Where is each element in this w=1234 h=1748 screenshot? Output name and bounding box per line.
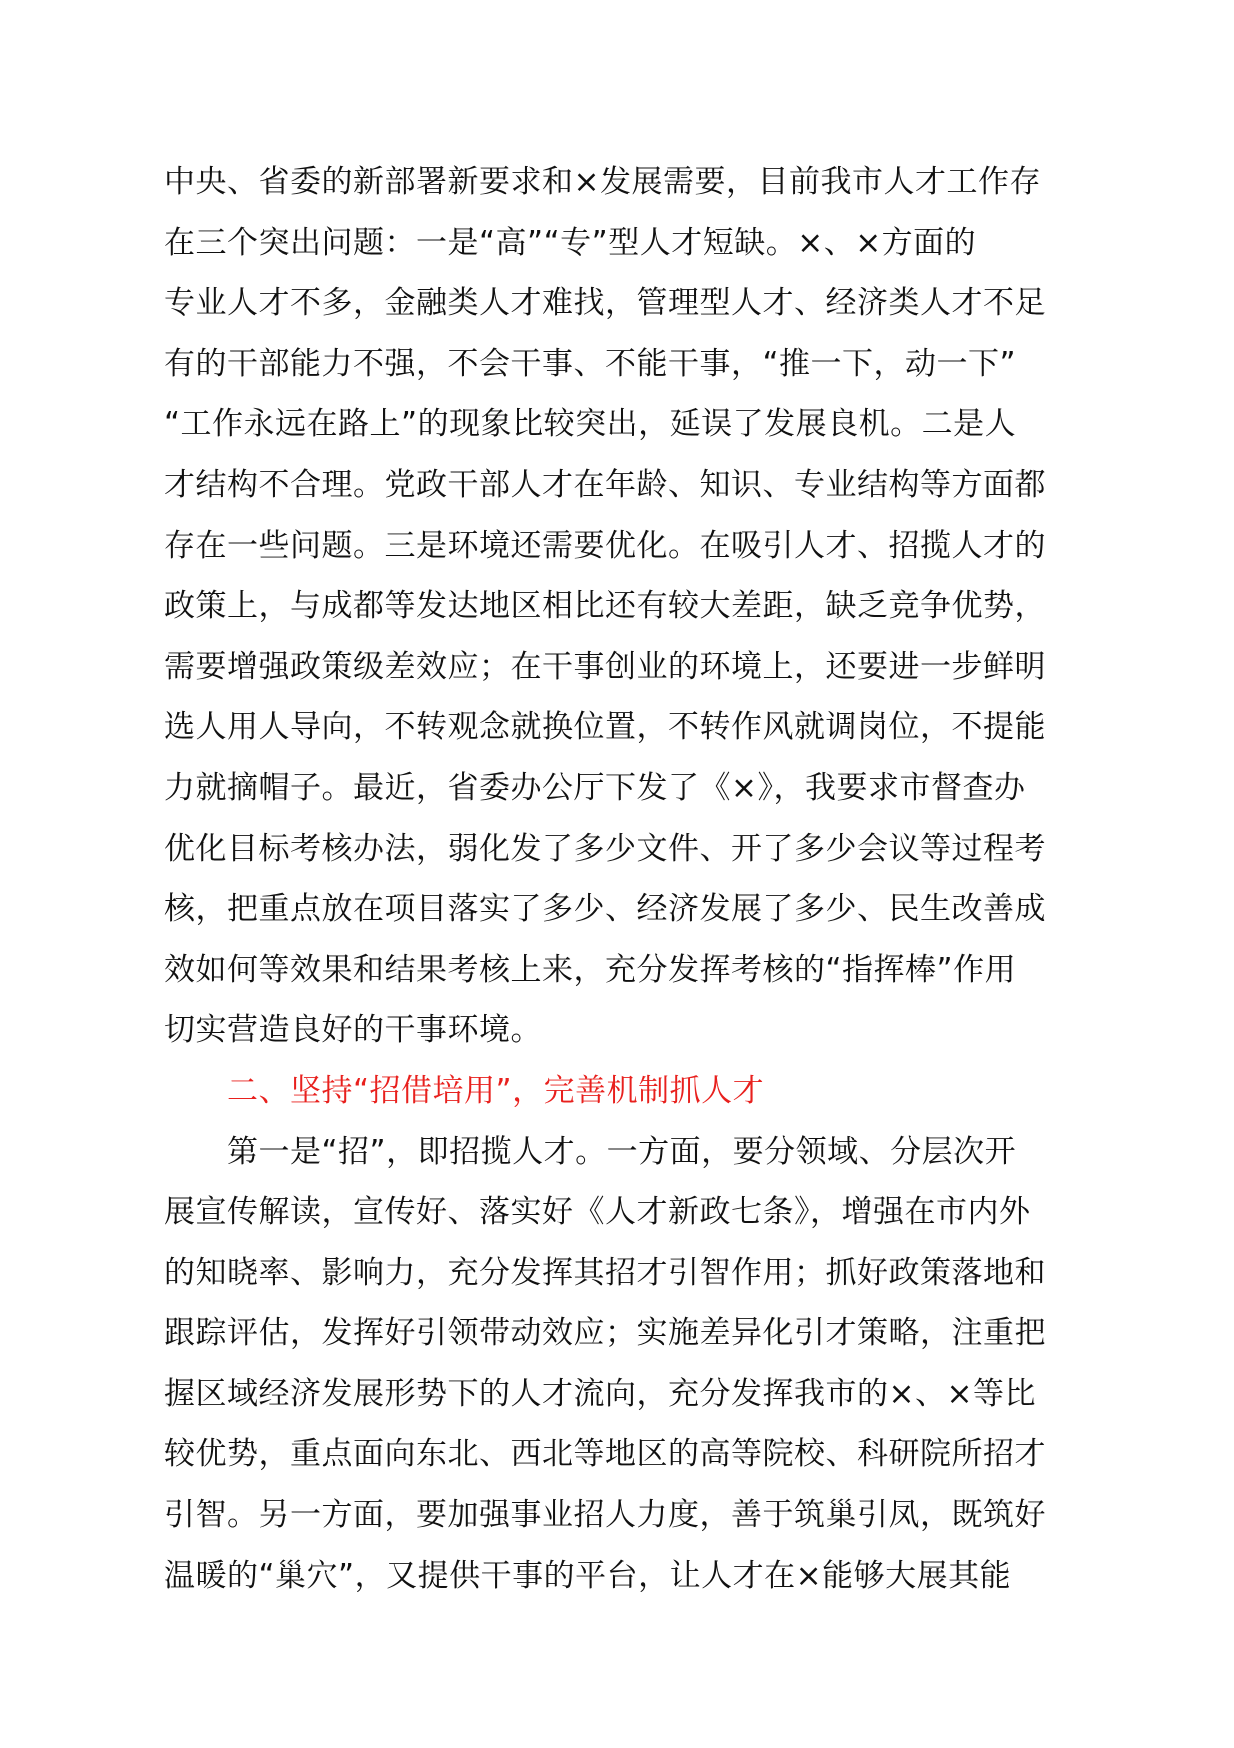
- paragraph-line: 中央、省委的新部署新要求和×发展需要，目前我市人才工作存: [164, 164, 1041, 200]
- paragraph-line: 政策上，与成都等发达地区相比还有较大差距，缺乏竞争优势，: [164, 588, 1046, 625]
- paragraph-line: 引智。另一方面，要加强事业招人力度，善于筑巢引凤，既筑好: [164, 1497, 1046, 1534]
- paragraph-line: 需要增强政策级差效应；在干事创业的环境上，还要进一步鲜明: [164, 648, 1046, 685]
- paragraph-line: “工作永远在路上”的现象比较突出，延误了发展良机。二是人: [164, 406, 1017, 443]
- paragraph-line: 有的干部能力不强，不会干事、不能干事，“推一下，动一下”: [164, 345, 1017, 382]
- paragraph-line: 专业人才不多，金融类人才难找，管理型人才、经济类人才不足: [164, 285, 1046, 322]
- paragraph-line: 温暖的“巢穴”，又提供干事的平台，让人才在×能够大展其能: [164, 1557, 1012, 1594]
- paragraph-line: 选人用人导向，不转观念就换位置，不转作风就调岗位，不提能: [164, 709, 1046, 746]
- document-body: [164, 152, 1104, 1606]
- paragraph-line: 握区域经济发展形势下的人才流向，充分发挥我市的×、×等比: [164, 1375, 1036, 1412]
- paragraph-line: 才结构不合理。党政干部人才在年龄、知识、专业结构等方面都: [164, 466, 1046, 503]
- paragraph-line: 展宣传解读，宣传好、落实好《人才新政七条》，增强在市内外: [164, 1194, 1031, 1231]
- paragraph-line: 核，把重点放在项目落实了多少、经济发展了多少、民生改善成: [164, 891, 1046, 928]
- paragraph-line: 优化目标考核办法，弱化发了多少文件、开了多少会议等过程考: [164, 830, 1046, 867]
- paragraph-line: 切实营造良好的干事环境。: [164, 1012, 542, 1049]
- paragraph-line: 力就摘帽子。最近，省委办公厅下发了《×》，我要求市督查办: [164, 769, 1026, 806]
- section-heading: 二、坚持“招借培用”，完善机制抓人才: [227, 1072, 765, 1109]
- paragraph-line: 较优势，重点面向东北、西北等地区的高等院校、科研院所招才: [164, 1436, 1046, 1473]
- paragraph-line: 的知晓率、影响力，充分发挥其招才引智作用；抓好政策落地和: [164, 1254, 1046, 1291]
- paragraph-line: 第一是“招”，即招揽人才。一方面，要分领域、分层次开: [227, 1133, 1017, 1170]
- paragraph-line: 存在一些问题。三是环境还需要优化。在吸引人才、招揽人才的: [164, 527, 1046, 564]
- paragraph-line: 效如何等效果和结果考核上来，充分发挥考核的“指挥棒”作用: [164, 951, 1017, 988]
- paragraph-line: 在三个突出问题：一是“高”“专”型人才短缺。×、×方面的: [164, 224, 977, 261]
- paragraph-line: 跟踪评估，发挥好引领带动效应；实施差异化引才策略，注重把: [164, 1315, 1046, 1352]
